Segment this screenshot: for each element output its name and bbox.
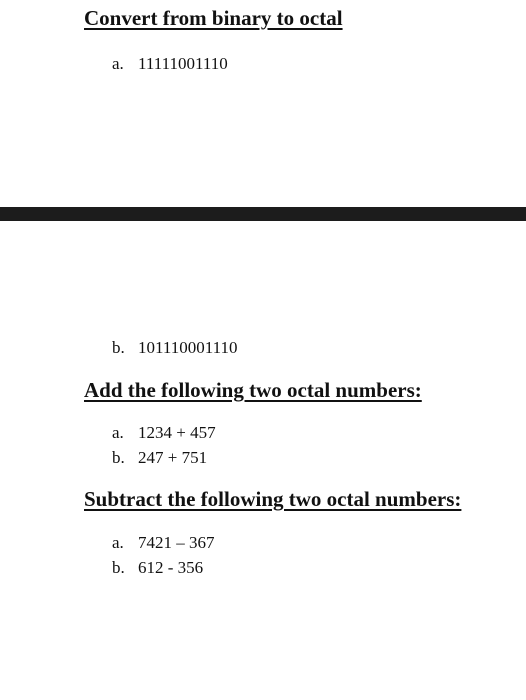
item-letter: b. (112, 338, 125, 357)
item-letter: a. (112, 423, 124, 442)
item-letter: b. (112, 448, 125, 467)
item-text: 247 + 751 (138, 448, 208, 467)
heading-binary-to-octal: Convert from binary to octal (84, 6, 343, 30)
item-text: 1234 + 457 (138, 423, 216, 442)
list-item-binary-a (112, 54, 228, 74)
heading-subtract-octal: Subtract the following two octal numbers: (84, 487, 462, 511)
divider-bar (0, 207, 526, 221)
item-letter: a. (112, 54, 124, 73)
item-text: 612 - 356 (138, 558, 204, 577)
item-letter: a. (112, 533, 124, 552)
list-item-subtract-b (112, 558, 203, 578)
heading-add-octal: Add the following two octal numbers: (84, 378, 422, 402)
list-item-subtract-a (112, 533, 215, 553)
list-item-binary-b (112, 338, 237, 358)
item-text: 11111001110 (138, 54, 228, 73)
item-text: 7421 – 367 (138, 533, 215, 552)
list-item-add-a (112, 423, 216, 443)
item-text: 101110001110 (138, 338, 238, 357)
list-item-add-b (112, 448, 207, 468)
item-letter: b. (112, 558, 125, 577)
